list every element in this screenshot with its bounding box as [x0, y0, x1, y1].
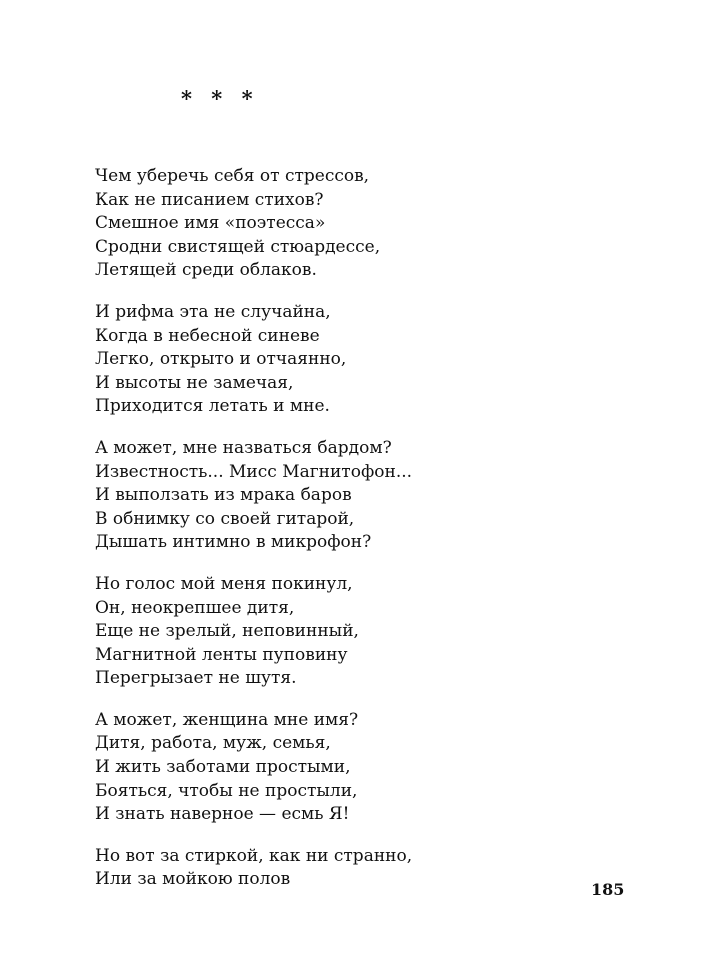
poem-line: Но вот за стиркой, как ни странно,: [95, 845, 413, 866]
poem-line: И высоты не замечая,: [95, 372, 294, 393]
stanza-6: [95, 845, 675, 892]
stanza-3: [95, 437, 675, 555]
stanza-2: [95, 301, 675, 419]
poem-line: Летящей среди облаков.: [95, 260, 317, 281]
poem-line: Он, неокрепшее дитя,: [95, 597, 295, 618]
poem-line: А может, мне назваться бардом?: [95, 437, 392, 458]
poem-line: Приходится летать и мне.: [95, 396, 330, 417]
poem-line: Дитя, работа, муж, семья,: [95, 733, 331, 754]
stanza-5: [95, 709, 675, 827]
poem-line: И знать наверное — есмь Я!: [95, 804, 350, 825]
page-number: 185: [591, 880, 625, 899]
poem-line: Дышать интимно в микрофон?: [95, 532, 372, 553]
poem-line: В обнимку со своей гитарой,: [95, 508, 355, 529]
poem-line: И рифма эта не случайна,: [95, 301, 331, 322]
poem-line: Магнитной ленты пуповину: [95, 644, 348, 665]
poem-line: Сродни свистящей стюардессе,: [95, 236, 381, 257]
poem-line: А может, женщина мне имя?: [95, 709, 359, 730]
poem-line: Когда в небесной синеве: [95, 325, 320, 346]
poem-line: Чем уберечь себя от стрессов,: [95, 166, 370, 186]
section-ornament: * * *: [181, 86, 259, 111]
poem-line: Известность... Мисс Магнитофон...: [95, 461, 413, 482]
poem: [95, 165, 675, 910]
stanza-4: [95, 573, 675, 691]
poem-line: Еще не зрелый, неповинный,: [95, 621, 359, 642]
poem-line: Но голос мой меня покинул,: [95, 573, 353, 594]
poem-line: Бояться, чтобы не простыли,: [95, 780, 358, 801]
poem-line: Легко, открыто и отчаянно,: [95, 349, 347, 370]
poem-line: Перегрызает не шутя.: [95, 668, 297, 689]
stanza-1: [95, 165, 675, 283]
poem-line: И жить заботами простыми,: [95, 757, 351, 778]
poem-line: Смешное имя «поэтесса»: [95, 213, 326, 234]
poem-line: И выползать из мрака баров: [95, 485, 352, 506]
poem-line: Или за мойкою полов: [95, 869, 291, 890]
poem-line: Как не писанием стихов?: [95, 189, 324, 210]
